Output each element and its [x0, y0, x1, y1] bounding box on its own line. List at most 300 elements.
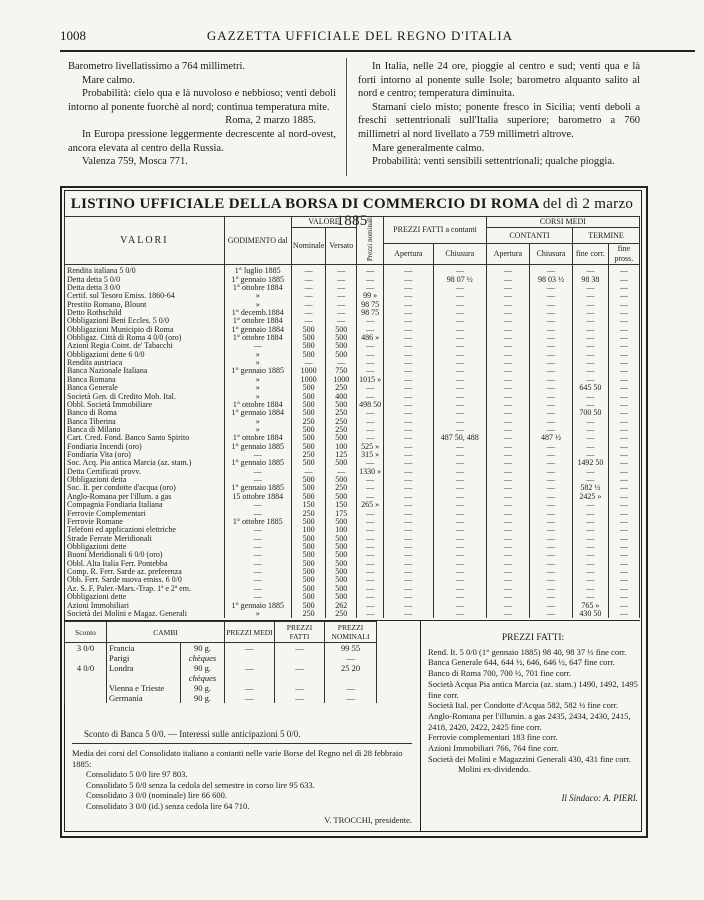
listino-cell: — [326, 292, 357, 300]
cambi-place [107, 673, 181, 683]
listino-cell: — [573, 326, 609, 334]
listino-cell: 125 [326, 451, 357, 459]
listino-row [65, 468, 640, 476]
cambi-nom: — [325, 683, 377, 693]
listino-cell: — [529, 292, 572, 300]
listino-row [65, 602, 640, 610]
listino-cell: — [608, 501, 639, 509]
listino-cell: — [384, 376, 434, 384]
listino-cell: 1° gennaio 1884 [224, 409, 291, 417]
listino-cell: — [486, 476, 529, 484]
listino-row [65, 265, 640, 276]
listino-cell: — [608, 551, 639, 559]
valore-name: Soc. Acq. Pia antica Marcia (az. stam.) [65, 459, 225, 467]
listino-cell: — [529, 510, 572, 518]
left-weather-column [68, 60, 336, 169]
listino-cell: 250 [326, 610, 357, 618]
listino-cell: — [486, 602, 529, 610]
listino-cell: — [608, 568, 639, 576]
listino-cell: — [224, 560, 291, 568]
listino-cell: 525 » [357, 443, 384, 451]
listino-cell: 500 [326, 334, 357, 342]
listino-cell: 2425 » [573, 493, 609, 501]
listino-row [65, 476, 640, 484]
listino-cell: — [486, 510, 529, 518]
listino-cell: — [357, 560, 384, 568]
listino-cell: — [326, 265, 357, 276]
prezzi-fatti-line: Ferrovie complementari 183 fine corr. [428, 732, 558, 743]
listino-cell: — [433, 476, 486, 484]
listino-cell: — [384, 484, 434, 492]
listino-cell: — [486, 518, 529, 526]
col-versato: Versato [326, 228, 357, 265]
valore-name: Azioni Regia Coint. de' Tabacchi [65, 342, 225, 350]
listino-cell: — [573, 401, 609, 409]
listino-cell: — [573, 265, 609, 276]
listino-cell: — [608, 602, 639, 610]
listino-cell: — [486, 468, 529, 476]
col-prezzi-nominali [357, 217, 384, 265]
listino-cell: — [529, 401, 572, 409]
listino-cell: — [608, 351, 639, 359]
cambi-row [65, 663, 420, 673]
listino-cell: — [573, 593, 609, 601]
listino-row [65, 426, 640, 434]
cambi-row [65, 683, 420, 693]
listino-cell: — [357, 434, 384, 442]
listino-cell: — [573, 468, 609, 476]
valore-name: Obbligazioni detta [65, 476, 225, 484]
listino-cell: — [573, 334, 609, 342]
listino-cell: — [573, 434, 609, 442]
listino-cell: — [486, 501, 529, 509]
listino-row [65, 451, 640, 459]
listino-cell: — [529, 326, 572, 334]
listino-cell: — [608, 451, 639, 459]
listino-cell: — [573, 284, 609, 292]
cambi-days: 90 g. [181, 683, 225, 693]
listino-cell: — [384, 384, 434, 392]
listino-title-text: LISTINO UFFICIALE DELLA BORSA DI COMMERCIO DI ROMA [70, 196, 539, 212]
prezzi-nominali-label: Prezzi nominali [366, 217, 375, 262]
listino-cell: — [384, 434, 434, 442]
listino-cell: — [291, 292, 326, 300]
cambi-nom: — [325, 653, 377, 663]
listino-cell: — [529, 342, 572, 350]
listino-cell: — [486, 610, 529, 618]
listino-cell: — [573, 292, 609, 300]
listino-cell: 500 [326, 585, 357, 593]
listino-cell: — [224, 526, 291, 534]
listino-cell: — [529, 518, 572, 526]
listino-cell: 500 [291, 459, 326, 467]
page-header [60, 28, 660, 48]
listino-cell: — [384, 468, 434, 476]
cambi-place: Francia [107, 643, 181, 654]
listino-row [65, 610, 640, 618]
listino-cell: — [486, 276, 529, 284]
listino-cell: — [291, 276, 326, 284]
listino-row [65, 326, 640, 334]
listino-cell: — [326, 276, 357, 284]
listino-cell: 98 75 [357, 309, 384, 317]
listino-cell: — [529, 367, 572, 375]
listino-row [65, 459, 640, 467]
listino-cell: » [224, 610, 291, 618]
listino-cell: — [357, 585, 384, 593]
listino-cell: — [608, 560, 639, 568]
listino-cell: — [529, 451, 572, 459]
listino-cell: — [529, 602, 572, 610]
listino-table [64, 216, 640, 618]
cambi-fatti [275, 673, 325, 683]
listino-row [65, 301, 640, 309]
listino-cell: — [529, 568, 572, 576]
listino-cell: — [291, 317, 326, 325]
listino-cell: — [608, 585, 639, 593]
listino-cell: 250 [326, 484, 357, 492]
listino-cell: 1000 [291, 367, 326, 375]
listino-cell: — [486, 451, 529, 459]
listino-cell: 250 [291, 510, 326, 518]
listino-cell: — [384, 493, 434, 501]
listino-cell: — [433, 418, 486, 426]
listino-cell: — [433, 292, 486, 300]
listino-cell: » [224, 301, 291, 309]
listino-cell: — [433, 401, 486, 409]
listino-cell: — [573, 376, 609, 384]
listino-cell: — [433, 451, 486, 459]
listino-cell: 175 [326, 510, 357, 518]
listino-cell: — [357, 518, 384, 526]
listino-cell: 500 [326, 401, 357, 409]
listino-cell: — [608, 484, 639, 492]
listino-cell: — [608, 443, 639, 451]
mare-line: Mare calmo. [82, 74, 136, 86]
listino-cell: — [291, 284, 326, 292]
listino-cell: 100 [326, 526, 357, 534]
listino-cell: — [433, 376, 486, 384]
listino-cell: — [529, 576, 572, 584]
listino-cell: — [384, 292, 434, 300]
listino-cell: — [357, 484, 384, 492]
listino-cell: — [433, 384, 486, 392]
listino-row [65, 535, 640, 543]
listino-cell: — [384, 393, 434, 401]
listino-row [65, 309, 640, 317]
listino-cell: — [326, 309, 357, 317]
listino-cell: — [486, 309, 529, 317]
listino-cell: — [384, 418, 434, 426]
listino-cell: — [291, 265, 326, 276]
column-separator [346, 58, 347, 176]
listino-cell: — [384, 309, 434, 317]
listino-cell: — [433, 393, 486, 401]
listino-cell: 500 [291, 342, 326, 350]
listino-cell: — [486, 526, 529, 534]
listino-cell: — [357, 493, 384, 501]
listino-cell: 500 [326, 326, 357, 334]
listino-cell: — [608, 576, 639, 584]
listino-cell: — [357, 610, 384, 618]
listino-cell: — [357, 317, 384, 325]
listino-cell: » [224, 292, 291, 300]
listino-cell: 99 » [357, 292, 384, 300]
listino-cell: 486 » [357, 334, 384, 342]
col-chiusura: Chiusura [433, 244, 486, 265]
col-nominale: Nominale [291, 228, 326, 265]
listino-cell: 262 [326, 602, 357, 610]
listino-cell: — [608, 434, 639, 442]
listino-cell: — [486, 317, 529, 325]
listino-cell: 500 [291, 393, 326, 401]
listino-cell: — [357, 568, 384, 576]
listino-cell: — [486, 342, 529, 350]
cambi-medi [225, 673, 275, 683]
listino-cell: 500 [291, 326, 326, 334]
listino-cell: — [486, 484, 529, 492]
listino-cell: — [224, 451, 291, 459]
col-fine-pross: fine pross. [608, 244, 639, 265]
listino-cell: 1492 50 [573, 459, 609, 467]
listino-cell: — [573, 309, 609, 317]
listino-cell: — [573, 301, 609, 309]
cambi-sconto: 3 0/0 [65, 643, 107, 654]
listino-cell: — [433, 585, 486, 593]
listino-cell: — [357, 543, 384, 551]
listino-cell: — [529, 359, 572, 367]
listino-cell: — [433, 342, 486, 350]
listino-cell: — [573, 510, 609, 518]
listino-row [65, 409, 640, 417]
valore-name: Detta detta 5 0/0 [65, 276, 225, 284]
listino-cell: — [433, 459, 486, 467]
valore-name: Obbligazioni dette [65, 543, 225, 551]
valore-name: Ferrovie Complementari [65, 510, 225, 518]
listino-cell: — [486, 434, 529, 442]
prezzi-fatti-line: Società Acqua Pia antica Marcia (az. stam.) 1490, 1492, 1495 fine corr. [428, 678, 638, 700]
listino-cell: 250 [291, 610, 326, 618]
listino-cell: 1° ottobre 1884 [224, 401, 291, 409]
listino-cell: — [433, 367, 486, 375]
listino-cell: 1° gennaio 1885 [224, 484, 291, 492]
listino-cell: — [384, 443, 434, 451]
listino-cell: — [291, 359, 326, 367]
listino-cell: — [433, 359, 486, 367]
listino-cell: — [433, 610, 486, 618]
listino-cell: — [433, 265, 486, 276]
probabilita-paragraph: Probabilità: venti sensibili settentrionali; qualche pioggia. [372, 156, 615, 168]
listino-cell: — [357, 510, 384, 518]
listino-cell: » [224, 418, 291, 426]
listino-cell: — [608, 426, 639, 434]
listino-cell: — [357, 384, 384, 392]
listino-cell: — [573, 518, 609, 526]
cambi-sconto [65, 653, 107, 663]
listino-cell: 100 [326, 443, 357, 451]
listino-cell: 1° ottobre 1884 [224, 434, 291, 442]
listino-cell: — [608, 334, 639, 342]
listino-cell: — [608, 493, 639, 501]
listino-cell: — [433, 493, 486, 501]
listino-cell: — [384, 560, 434, 568]
listino-cell: 98 75 [357, 301, 384, 309]
listino-cell: — [608, 359, 639, 367]
cambi-days: 90 g. [181, 693, 225, 703]
listino-cell: — [573, 418, 609, 426]
valore-name: Obbligazioni Beni Eccles. 5 0/0 [65, 317, 225, 325]
listino-cell: 500 [291, 551, 326, 559]
listino-cell: — [357, 351, 384, 359]
listino-cell: — [608, 284, 639, 292]
listino-cell: — [433, 351, 486, 359]
listino-cell: — [384, 585, 434, 593]
listino-row [65, 317, 640, 325]
listino-cell: — [608, 610, 639, 618]
col-fine-corr: fine corr. [573, 244, 609, 265]
valore-name: Az. S. F. Paler.-Mars.-Trap. 1ª e 2ª em. [65, 585, 225, 593]
listino-cell: — [486, 367, 529, 375]
listino-cell: 400 [326, 393, 357, 401]
listino-cell: — [608, 518, 639, 526]
valore-name: Obbligaz. Città di Roma 4 0/0 (oro) [65, 334, 225, 342]
dateline: Roma, 2 marzo 1885. [225, 115, 316, 127]
valore-name: Banca Generale [65, 384, 225, 392]
listino-cell: — [433, 317, 486, 325]
media-line: Consolidato 5 0/0 lire 97 803. [86, 769, 188, 779]
listino-row [65, 526, 640, 534]
listino-cell: 1° gennaio 1885 [224, 602, 291, 610]
listino-cell: 500 [326, 535, 357, 543]
cambi-row [65, 653, 420, 663]
listino-cell: — [384, 342, 434, 350]
cambi-medi: — [225, 643, 275, 654]
listino-cell: — [573, 426, 609, 434]
valore-name: Rendita italiana 5 0/0 [65, 265, 225, 276]
listino-cell: — [529, 543, 572, 551]
listino-cell: 500 [326, 568, 357, 576]
col-chiusura-medi: Chiusura [529, 244, 572, 265]
listino-cell: — [433, 551, 486, 559]
cambi-medi: — [225, 693, 275, 703]
listino-cell: 645 50 [573, 384, 609, 392]
cambi-body [65, 643, 420, 704]
media-consolidato [72, 743, 412, 826]
listino-cell: — [384, 593, 434, 601]
listino-cell: 1° luglio 1885 [224, 265, 291, 276]
listino-row [65, 276, 640, 284]
listino-cell: — [486, 376, 529, 384]
listino-cell: — [573, 560, 609, 568]
listino-cell: 1000 [291, 376, 326, 384]
listino-cell: — [529, 459, 572, 467]
listino-cell: — [384, 401, 434, 409]
listino-cell: — [357, 593, 384, 601]
listino-cell: — [529, 526, 572, 534]
listino-cell: 500 [291, 409, 326, 417]
listino-cell: — [433, 576, 486, 584]
listino-cell: 315 » [357, 451, 384, 459]
listino-cell: — [529, 284, 572, 292]
listino-row [65, 351, 640, 359]
listino-cell: — [573, 451, 609, 459]
listino-cell: — [224, 585, 291, 593]
listino-row [65, 401, 640, 409]
listino-cell: — [224, 535, 291, 543]
listino-cell: — [326, 359, 357, 367]
listino-cell: 1° gennaio 1885 [224, 367, 291, 375]
listino-cell: — [433, 535, 486, 543]
listino-cell: — [384, 526, 434, 534]
listino-cell: 500 [326, 476, 357, 484]
cambi-days: 90 g. [181, 663, 225, 673]
gazette-title: GAZZETTA UFFICIALE DEL REGNO D'ITALIA [206, 28, 514, 43]
prezzi-fatti-line: Società Ital. per Condotte d'Acqua 582, 582 ½ fine corr. [428, 700, 619, 711]
listino-cell: — [384, 301, 434, 309]
cambi-fatti [275, 653, 325, 663]
listino-cell: — [486, 418, 529, 426]
listino-cell: — [573, 393, 609, 401]
listino-cell: 98 38 [573, 276, 609, 284]
listino-row [65, 501, 640, 509]
listino-cell: — [486, 359, 529, 367]
listino-cell: — [384, 551, 434, 559]
listino-cell: — [433, 543, 486, 551]
valore-name: Società Gen. di Credito Mob. Ital. [65, 393, 225, 401]
cambi-nom: — [325, 693, 377, 703]
listino-row [65, 367, 640, 375]
listino-cell: 1° ottobre 1884 [224, 284, 291, 292]
listino-cell: — [224, 551, 291, 559]
listino-cell: — [384, 317, 434, 325]
listino-cell: — [357, 535, 384, 543]
listino-cell: 500 [291, 401, 326, 409]
cambi-row [65, 643, 420, 654]
listino-cell: — [384, 334, 434, 342]
listino-cell: — [529, 593, 572, 601]
listino-cell: 500 [291, 493, 326, 501]
listino-cell: — [433, 593, 486, 601]
lower-separator [420, 621, 421, 831]
listino-row [65, 284, 640, 292]
listino-cell: — [608, 317, 639, 325]
listino-cell: 1015 » [357, 376, 384, 384]
valore-name: Azioni Immobiliari [65, 602, 225, 610]
listino-cell: 500 [291, 484, 326, 492]
cambi-place: Parigi [107, 653, 181, 663]
listino-cell: — [384, 576, 434, 584]
italia-paragraph: In Italia, nelle 24 ore, pioggie al centro e sud; venti qua e là forti intorno al ponente sulle Isole; barometro alquanto salito al nord e centro; temperatura diminuita. [358, 61, 640, 100]
valore-name: Detta Certificati provv. [65, 468, 225, 476]
listino-row [65, 560, 640, 568]
cambi-sconto-header: Sconto [65, 622, 107, 643]
valore-name: Cart. Cred. Fond. Banco Santo Spirito [65, 434, 225, 442]
valore-name: Obbligazioni dette 6 0/0 [65, 351, 225, 359]
listino-row [65, 593, 640, 601]
listino-cell: — [573, 526, 609, 534]
header-rule [60, 50, 695, 52]
listino-cell: — [608, 459, 639, 467]
listino-cell: — [486, 551, 529, 559]
valore-name: Comp. R. Ferr. Sarde az. preferenza [65, 568, 225, 576]
listino-cell: — [529, 265, 572, 276]
listino-cell: 15 ottobre 1884 [224, 493, 291, 501]
listino-cell: 500 [326, 593, 357, 601]
listino-cell: — [384, 518, 434, 526]
listino-cell: — [224, 501, 291, 509]
listino-cell: 500 [326, 434, 357, 442]
listino-cell: » [224, 426, 291, 434]
